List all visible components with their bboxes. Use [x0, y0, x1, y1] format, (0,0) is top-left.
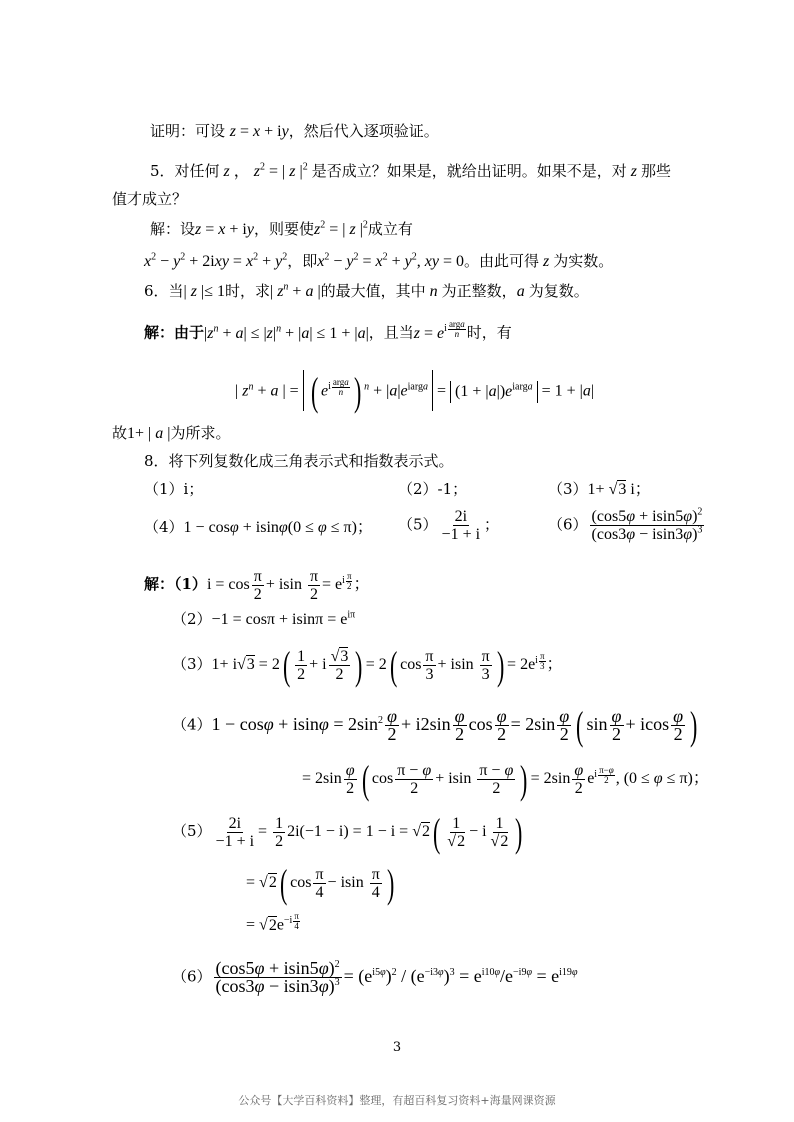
solution-5-line1: 解：设z = x + iy，则要使$z^2$ = | z $|^2$成立有: [150, 219, 413, 238]
solution-8-part1: 解：（1）i = cos $\frac{\pi}{2}$ + isin $\frac{\pi}{2}$ = $e^{i \frac{\pi}{2}}$ ；: [144, 568, 370, 603]
question-6: 6．当| z |≤ 1时，求| $z^n + a$ |的最大值，其中 n 为正整数，a 为复数。: [144, 281, 589, 300]
question-5-cont: 值才成立？: [112, 190, 188, 208]
question-8-item4: （4）1 − cosφ + isinφ(0 ≤ φ ≤ π)；: [144, 518, 373, 536]
question-8: 8．将下列复数化成三角表示式和指数表示式。: [144, 452, 454, 470]
question-5: 5．对任何 z ， $z^2$ = | z $|^2$ 是否成立？如果是，就给出证明。如果不是，对 z 那些: [150, 161, 671, 180]
question-8-item5: （5） $\frac{2i}{-1 + i}$ ；: [398, 508, 500, 543]
solution-6-line1: 解：由于$|z^n + a| \le |z|^n + |a| \le 1 + |a|$，且当$z = e^{i arga n}$ 时，有: [144, 319, 512, 342]
solution-8-part5-cont2: = $√2e^{-i \frac{\pi}{4}}$: [246, 911, 299, 934]
solution-6-equation: | $z^n + a$ | = ( $e^{i arga n}$ ) $^n + |a|e^{iarga} = (1 + |a|)e^{iarga} = 1 + |a|$: [235, 368, 595, 414]
solution-6-conclusion: 故1+ | a |为所求。: [112, 424, 231, 442]
question-8-item3: （3）1+ √3 i；: [548, 480, 651, 498]
question-8-item2: （2）-1；: [398, 480, 468, 498]
question-8-item6: （6） $\frac{(\cos 5\varphi + isin5\varphi)^2}{(\cos 3\varphi - isin3\varphi)^3}$: [548, 506, 703, 543]
solution-8-part4: $(4)1 - \cos\varphi + isin\varphi = 2\sin^2$ $\frac{\varphi}{2}$ + i2sin $\frac{\varphi}{2}$ cos $\frac{\varphi}{2}$ = 2sin $\frac{\varphi}{2}$ ( sin $\frac{\varphi}{2}$ + icos $\frac{\varphi}{2}$ ): [172, 702, 698, 748]
question-8-items-row1: （1）i；: [144, 480, 204, 498]
proof-line: 证明：可设 z = x + iy，然后代入逐项验证。: [150, 122, 439, 140]
solution-8-part4-cont: = 2sin $\frac{\varphi}{2}$ ( cos $\frac{\pi - \varphi}{2}$ + isin $\frac{\pi - \varphi}{2}$ ) = 2sin $\frac{\varphi}{2}$ $e^{i \frac{\pi-\varphi}{2}}$ , (0 ≤ φ ≤ π)；: [302, 756, 709, 802]
solution-8-part5-cont1: = √2( cos $\frac{\pi}{4}$ − isin $\frac{\pi}{4}$ ): [246, 860, 395, 906]
solution-5-line2: $x^2 - y^2 + 2ixy = x^2 + y^2$，即$x^2 - y^2 = x^2 + y^2$, xy = 0。由此可得 z 为实数。: [144, 251, 614, 270]
solution-8-part5: （5） $\frac{2i}{-1 + i}$ = $\frac{1}{2}$ 2i(−1 − i) = 1 − i = √2( $\frac{1}{√2}$ − i $\frac{1}{√2}$ ): [172, 809, 523, 855]
solution-8-part6: （6） $\frac{(\cos 5\varphi + isin5\varphi)^2}{(\cos 3\varphi - isin3\varphi)^3}$ = $(e^{i5\varphi})^2 / (e^{-i3\varphi})^3 = e^{i10\varphi}/e^{-i9\varphi} = e^{i19\varphi}$: [172, 958, 578, 996]
solution-8-part2: $(2)-1 = \cos\pi + isin\pi = e^{i\pi}$: [172, 609, 356, 628]
page-number: 3: [392, 1040, 402, 1055]
footer-text: 公众号【大学百科资料】整理，有超百科复习资料+海量网课资源: [238, 1094, 556, 1107]
solution-8-part3: （3）1+ i√3 = 2( $\frac{1}{2}$ + i $\frac{√3}{2}$ ) = 2( cos $\frac{\pi}{3}$ + isin $\frac{\pi}{3}$ ) = $2e^{i \frac{\pi}{3}}$ ；: [172, 642, 563, 688]
